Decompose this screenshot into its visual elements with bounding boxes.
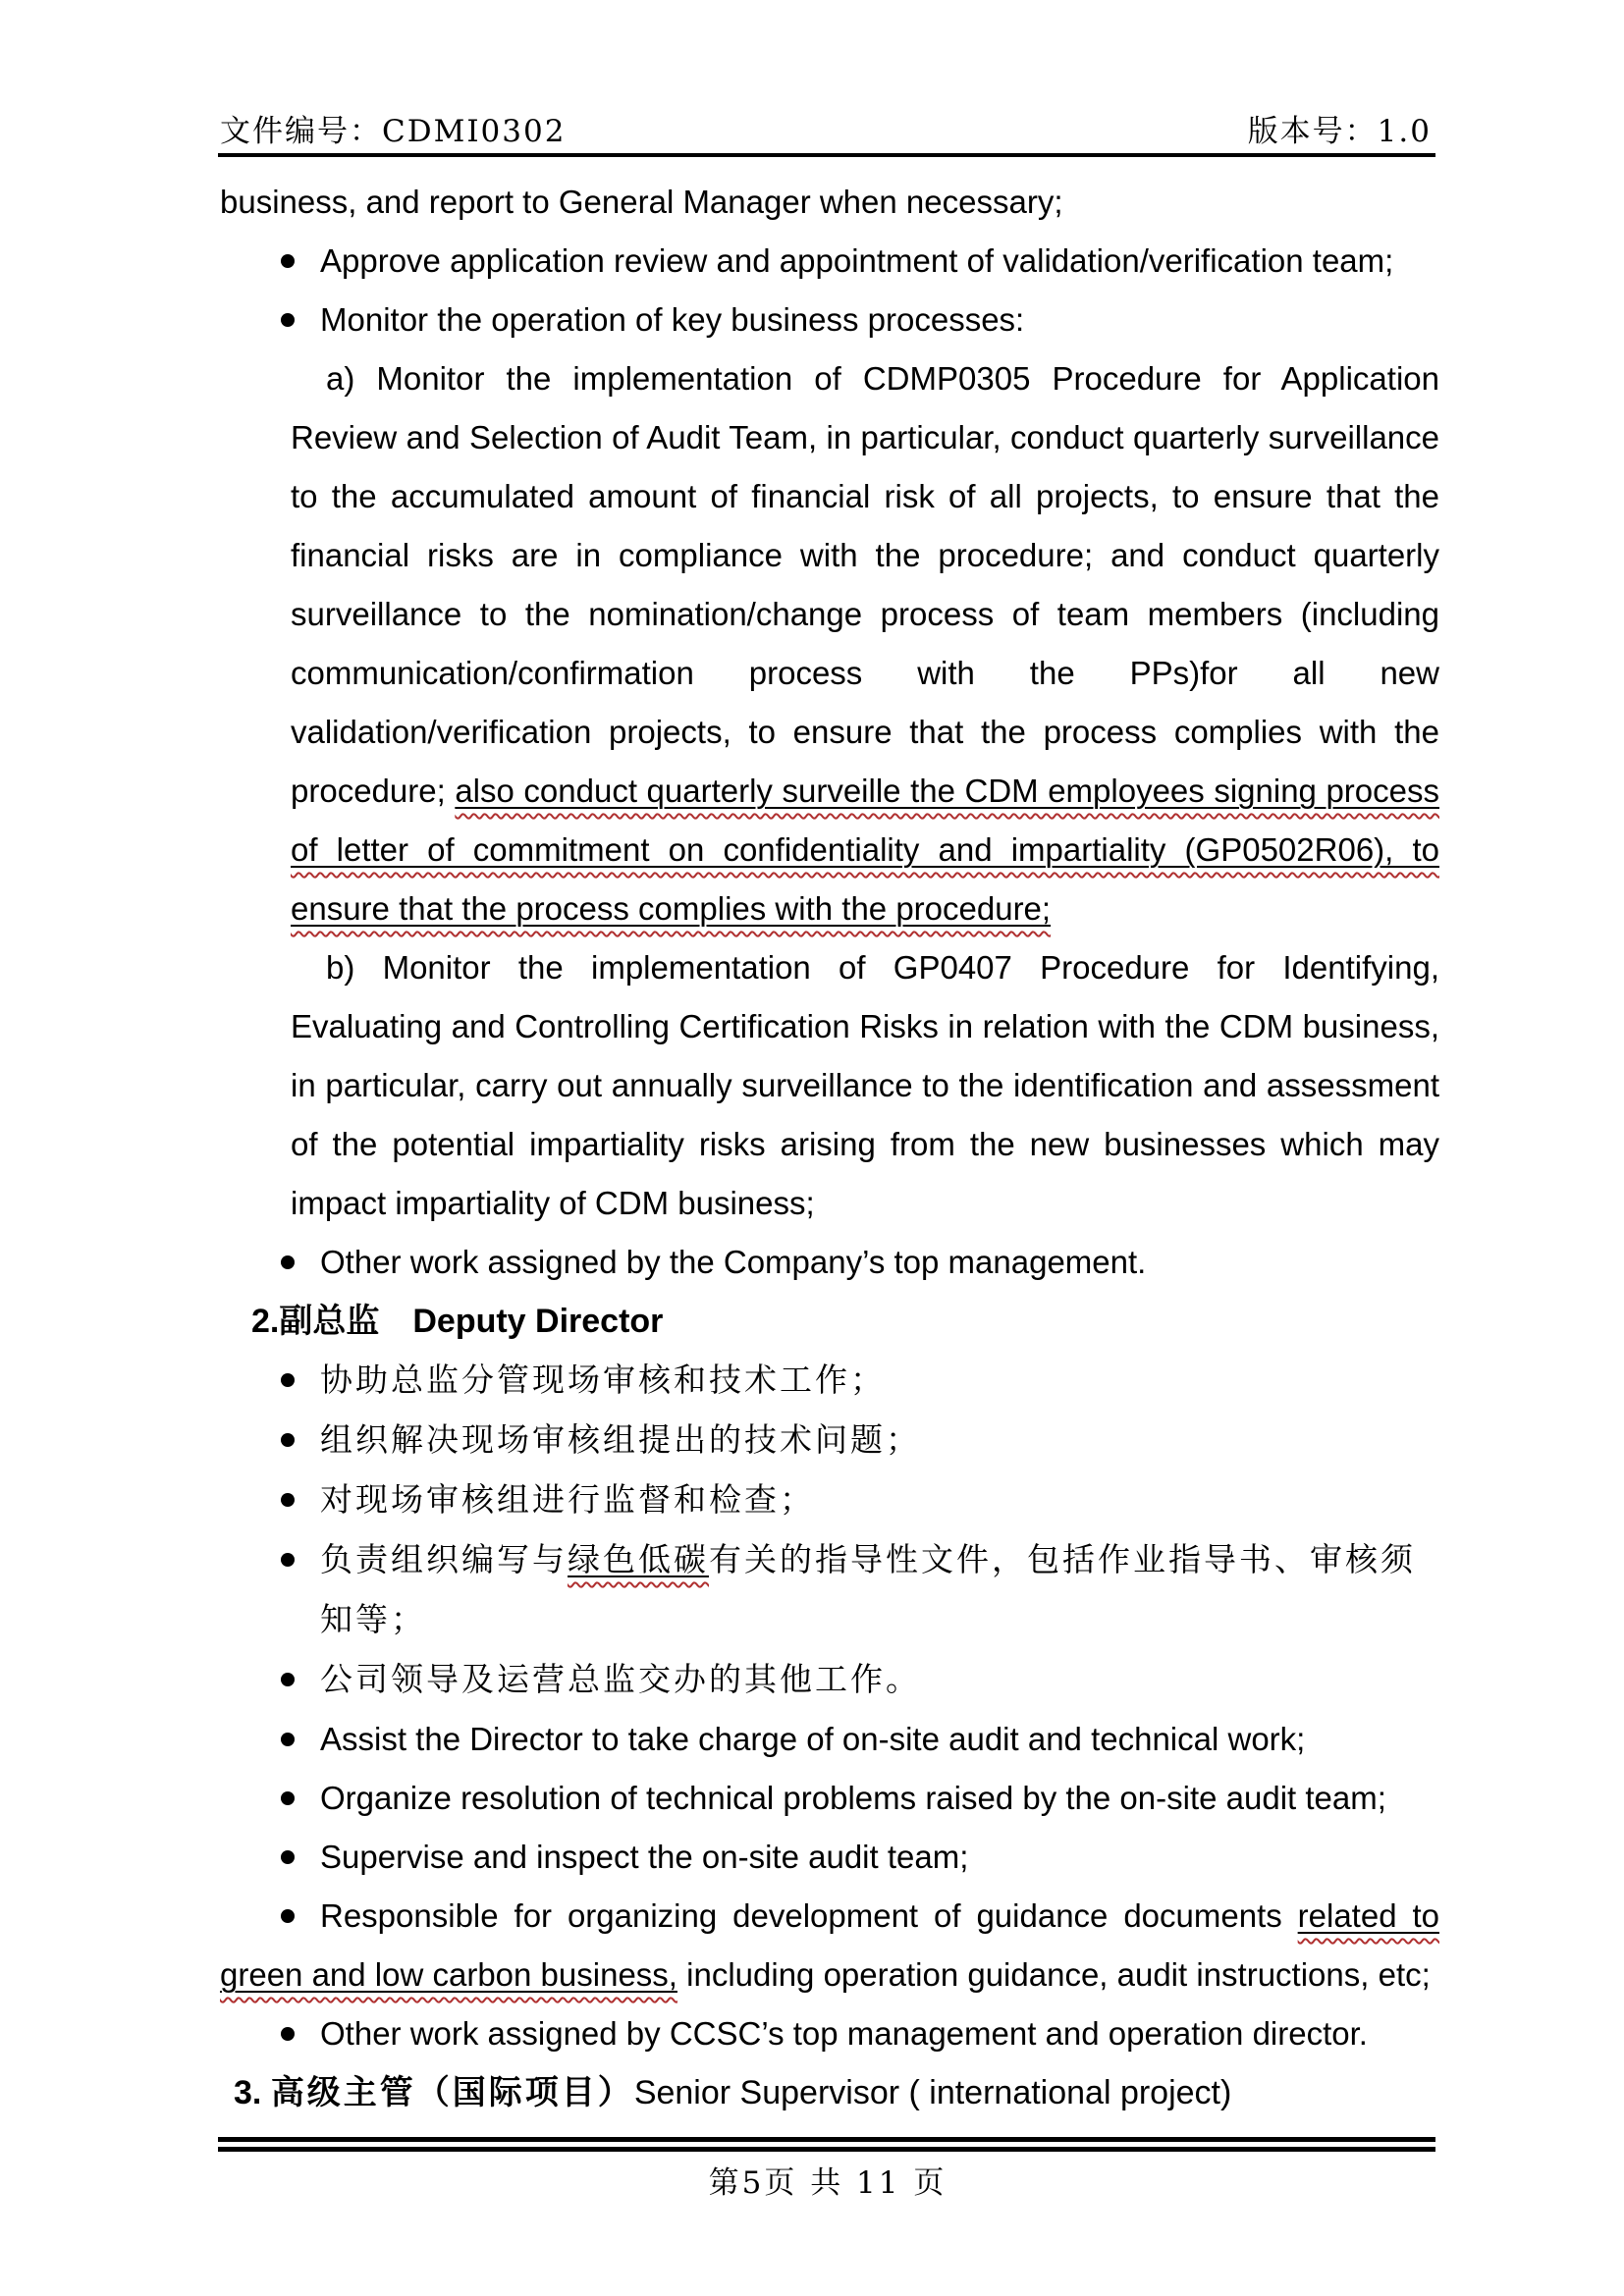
cjk-bullet-other-work	[220, 1650, 1439, 1710]
paragraph-b: b) Monitor the implementation of GP0407 Procedure for Identifying, Evaluating and Controlling Certification Risks in relation with the CDM business, in particular, carry out annually surveillance to the identification and assessment of the potential impartiality risks arising from the new businesses which may impact impartiality of CDM business;	[291, 949, 1439, 1221]
bullet-item-assist	[220, 1710, 1439, 1769]
intro-paragraph: business, and report to General Manager when necessary;	[220, 184, 1063, 220]
inserted-text-run: also conduct quarterly surveille the CDM employees signing process of letter of commitment on confidentiality and impartiality (GP0502R06), to ensure that the process complies with the procedure;	[291, 773, 1440, 927]
paragraph-a-text: a) Monitor the implementation of CDMP0305 Procedure for Application Review and Selection of Audit Team, in particular, conduct quarterly surveillance to the accumulated amount of financial risk of all projects, to ensure that the financial risks are in compliance with the procedure; and conduct quarterly surveillance to the nomination/change process of team members (including communication/confirmation process with the PPs)for all new validation/verification projects, to ensure that the process complies with the procedure;	[291, 360, 1439, 809]
footer-rule-top	[218, 2137, 1435, 2142]
bullet-text: Other work assigned by CCSC’s top management and operation director.	[320, 2015, 1368, 2052]
bullet-icon	[281, 1791, 295, 1805]
bullet-item-other-ccsc	[220, 2004, 1439, 2063]
bullet-text: 公司领导及运营总监交办的其他工作。	[320, 1663, 921, 1698]
bullet-icon	[281, 1673, 295, 1686]
cjk-bullet-supervise-team	[220, 1470, 1439, 1530]
bullet-icon	[281, 1373, 295, 1387]
document-body	[220, 173, 1439, 2123]
doc-number: 文件编号：CDMI0302	[220, 114, 567, 149]
bullet-text: 对现场审核组进行监督和检查；	[320, 1483, 815, 1519]
version-number: 版本号：1.0	[1247, 114, 1432, 149]
inserted-text	[568, 1541, 709, 1577]
page-header	[220, 106, 1432, 150]
responsible-text: Responsible for organizing development of guidance documents	[320, 1897, 1298, 1934]
bullet-text: Approve application review and appointment of validation/verification team;	[320, 242, 1394, 279]
bullet-icon	[281, 1493, 295, 1507]
heading-deputy-director: 2.副总监 Deputy Director	[251, 1303, 664, 1340]
bullet-icon	[281, 1733, 295, 1746]
bullet-item-approve	[220, 232, 1439, 291]
bullet-icon	[281, 1553, 295, 1567]
bullet-icon	[281, 1255, 295, 1269]
cjk-bullet-technical-problems	[220, 1411, 1439, 1470]
bullet-text: Organize resolution of technical problems raised by the on-site audit team;	[320, 1780, 1386, 1816]
inserted-text	[291, 773, 1439, 927]
cjk-bullet-assist-director	[220, 1351, 1439, 1411]
footer-rule-bottom	[218, 2147, 1435, 2152]
cjk-bullet-guidance-documents	[220, 1530, 1439, 1650]
inserted-text-run: related to green and low carbon business,	[220, 1897, 1439, 1993]
bullet-icon	[281, 1850, 295, 1864]
heading-senior-supervisor	[234, 2063, 1439, 2123]
heading-english: Senior Supervisor ( international project)	[633, 2074, 1232, 2111]
responsible-text-post: including operation guidance, audit instructions, etc;	[677, 1956, 1431, 1993]
bullet-text: 组织解决现场审核组提出的技术问题；	[320, 1423, 921, 1459]
bullet-icon	[281, 1433, 295, 1447]
page-number: 第5页 共 11 页	[708, 2165, 947, 2201]
bullet-text: Monitor the operation of key business processes:	[320, 301, 1025, 338]
bullet-text-pre: 负责组织编写与	[320, 1543, 568, 1578]
paragraph-a	[291, 349, 1439, 938]
bullet-icon	[281, 2027, 295, 2041]
bullet-item-monitor	[220, 291, 1439, 349]
bullet-text: 协助总监分管现场审核和技术工作；	[320, 1363, 886, 1399]
bullet-icon	[281, 313, 295, 327]
responsible-paragraph	[220, 1887, 1439, 2004]
bullet-item-other-company	[220, 1233, 1439, 1292]
bullet-item-supervise	[220, 1828, 1439, 1887]
bullet-icon	[281, 254, 295, 268]
bullet-text-post: 有关的指导性文件，包括作业指导书、审核须知等；	[320, 1543, 1416, 1638]
header-rule	[218, 153, 1435, 157]
bullet-text: Assist the Director to take charge of on-site audit and technical work;	[320, 1721, 1306, 1757]
bullet-text: Other work assigned by the Company’s top management.	[320, 1244, 1147, 1280]
bullet-text: Supervise and inspect the on-site audit team;	[320, 1839, 969, 1875]
bullet-icon	[281, 1909, 295, 1923]
heading-number: 3.	[234, 2074, 271, 2111]
inserted-text-run: 绿色低碳	[568, 1543, 709, 1578]
heading-chinese: 高级主管（国际项目）	[270, 2075, 634, 2111]
bullet-item-organize	[220, 1769, 1439, 1828]
